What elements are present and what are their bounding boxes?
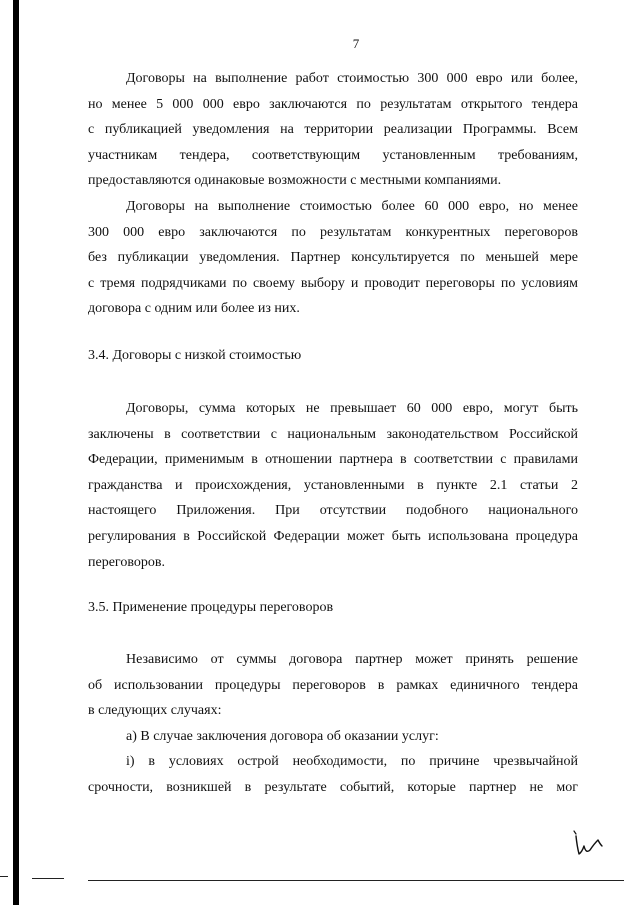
text-line: Договоры на выполнение стоимостью более 60 000 евро, но менее xyxy=(126,199,578,214)
margin-tick xyxy=(0,876,8,877)
section-heading-3-4: 3.4. Договоры с низкой стоимостью xyxy=(88,348,302,363)
text-line: с тремя подрядчиками по своему выбору и проводит переговоры по условиям xyxy=(88,275,578,291)
text-line: с публикацией уведомления на территории реализации Программы. Всем xyxy=(88,122,578,138)
text-line: 300 000 евро заключаются по результатам конкурентных переговоров xyxy=(88,224,578,240)
text-line: настоящего Приложения. При отсутствии подобного национального xyxy=(88,503,578,519)
handwritten-initials xyxy=(570,826,610,866)
text-line: Независимо от суммы договора партнер может принять решение xyxy=(126,652,578,667)
text-line: предоставляются одинаковые возможности с местными компаниями. xyxy=(88,173,502,189)
paragraph-3-5 xyxy=(88,647,578,801)
footer-rule xyxy=(88,880,624,881)
text-line: Договоры на выполнение работ стоимостью 300 000 евро или более, xyxy=(126,71,578,86)
footer-rule-short xyxy=(32,878,64,879)
text-line: заключены в соответствии с национальным законодательством Российской xyxy=(88,426,578,442)
text-line: без публикации уведомления. Партнер консультируется по меньшей мере xyxy=(88,250,578,266)
text-line: в следующих случаях: xyxy=(88,703,222,719)
text-line: договора с одним или более из них. xyxy=(88,301,300,317)
text-line: переговоров. xyxy=(88,554,165,570)
text-line: срочности, возникшей в результате событий, которые партнер не мог xyxy=(88,779,578,795)
text-line: но менее 5 000 000 евро заключаются по результатам открытого тендера xyxy=(88,96,578,112)
paragraph-2 xyxy=(88,194,578,322)
list-item-a: а) В случае заключения договора об оказании услуг: xyxy=(126,728,439,744)
text-line: Договоры, сумма которых не превышает 60 000 евро, могут быть xyxy=(126,401,578,416)
section-heading-3-5: 3.5. Применение процедуры переговоров xyxy=(88,600,334,615)
text-line: гражданства и происхождения, установленными в пункте 2.1 статьи 2 xyxy=(88,477,578,493)
text-line: Федерации, применимым в отношении партнера в соответствии с правилами xyxy=(88,452,578,468)
text-line: регулирования в Российской Федерации может быть использована процедура xyxy=(88,528,578,544)
paragraph-1 xyxy=(88,66,578,194)
text-line: об использовании процедуры переговоров в рамках единичного тендера xyxy=(88,677,578,693)
list-item-i: i) в условиях острой необходимости, по причине чрезвычайной xyxy=(126,754,578,770)
scan-edge-bar xyxy=(13,0,19,905)
text-line: участникам тендера, соответствующим установленным требованиям, xyxy=(88,147,578,163)
page-number: 7 xyxy=(352,36,360,51)
paragraph-3-4 xyxy=(88,396,578,575)
